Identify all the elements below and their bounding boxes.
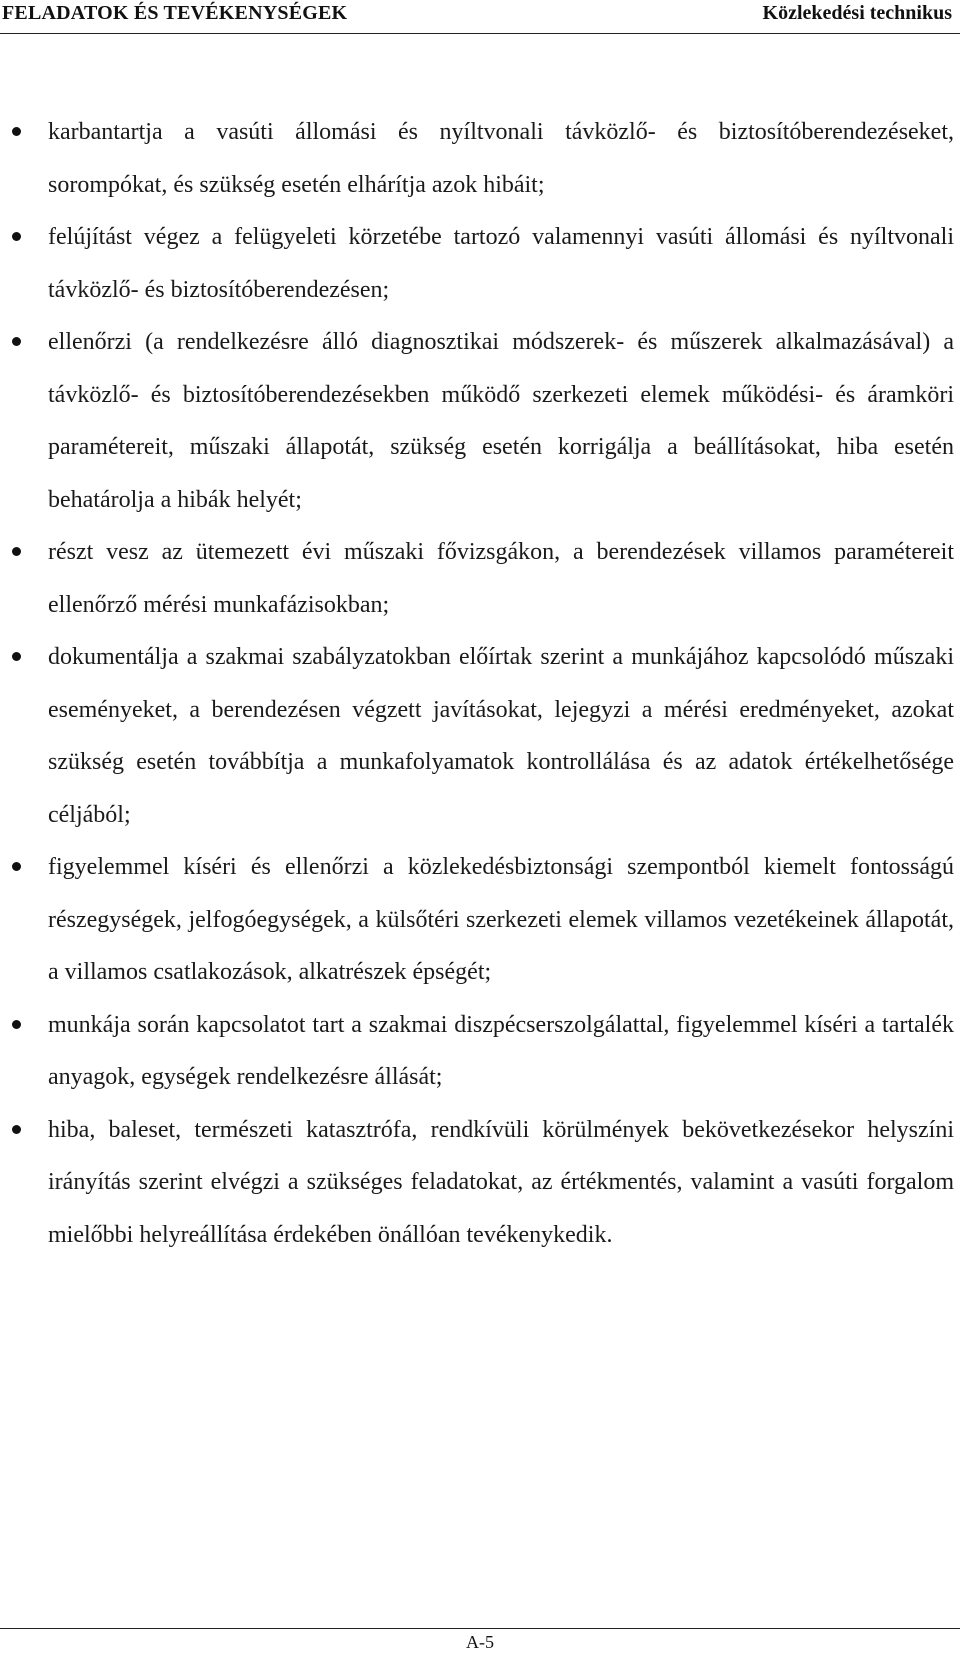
list-item [0,526,960,631]
list-item [0,999,960,1104]
section-title: FELADATOK ÉS TEVÉKENYSÉGEK [2,2,348,24]
bullet-icon [12,652,21,661]
bullet-icon [12,862,21,871]
list-item-text: hiba, baleset, természeti katasztrófa, rendkívüli körülmények bekövetkezésekor helyszíni irányítás szerint elvégzi a szükséges feladatokat, az értékmentés, valamint a vasúti forgalom mielőbbi helyreállítása érdekében önállóan tevékenykedik. [48,1116,954,1248]
list-item [0,106,960,211]
bullet-icon [12,547,21,556]
bullet-icon [12,1125,21,1134]
task-list [0,106,960,1261]
list-item [0,211,960,316]
list-item [0,841,960,999]
list-item-text: figyelemmel kíséri és ellenőrzi a közlekedésbiztonsági szempontból kiemelt fontosságú részegységek, jelfogóegységek, a külsőtéri szerkezeti elemek villamos vezetékeinek állapotát, a villamos csatlakozások, alkatrészek épségét; [48,854,954,985]
page-header [0,0,960,34]
list-item-text: karbantartja a vasúti állomási és nyíltvonali távközlő- és biztosítóberendezéseket, sorompókat, és szükség esetén elhárítja azok hibáit; [48,119,954,198]
list-item-text: dokumentálja a szakmai szabályzatokban előírtak szerint a munkájához kapcsolódó műszaki eseményeket, a berendezésen végzett javításokat, lejegyzi a mérési eredményeket, azokat szükség esetén továbbítja a munkafolyamatok kontrollálása és az adatok értékelhetősége céljából; [48,644,954,828]
bullet-icon [12,232,21,241]
list-item-text: ellenőrzi (a rendelkezésre álló diagnosztikai módszerek- és műszerek alkalmazásával) a távközlő- és biztosítóberendezésekben működő szerkezeti elemek működési- és áramköri paramétereit, műszaki állapotát, szükség esetén korrigálja a beállításokat, hiba esetén behatárolja a hibák helyét; [48,329,954,513]
footer-divider [0,1628,960,1629]
bullet-icon [12,1020,21,1029]
header-divider [0,33,960,34]
list-item-text: részt vesz az ütemezett évi műszaki fővizsgákon, a berendezések villamos paramétereit ellenőrző mérési munkafázisokban; [48,539,954,618]
list-item [0,631,960,841]
list-item [0,316,960,526]
page-body [0,106,960,1261]
bullet-icon [12,127,21,136]
list-item [0,1104,960,1262]
page-number: A-5 [466,1632,494,1652]
list-item-text: munkája során kapcsolatot tart a szakmai diszpécserszolgálattal, figyelemmel kíséri a tartalék anyagok, egységek rendelkezésre állását; [48,1011,954,1090]
list-item-text: felújítást végez a felügyeleti körzetébe tartozó valamennyi vasúti állomási és nyíltvonali távközlő- és biztosítóberendezésen; [48,224,954,303]
bullet-icon [12,337,21,346]
document-title: Közlekedési technikus [762,2,952,24]
